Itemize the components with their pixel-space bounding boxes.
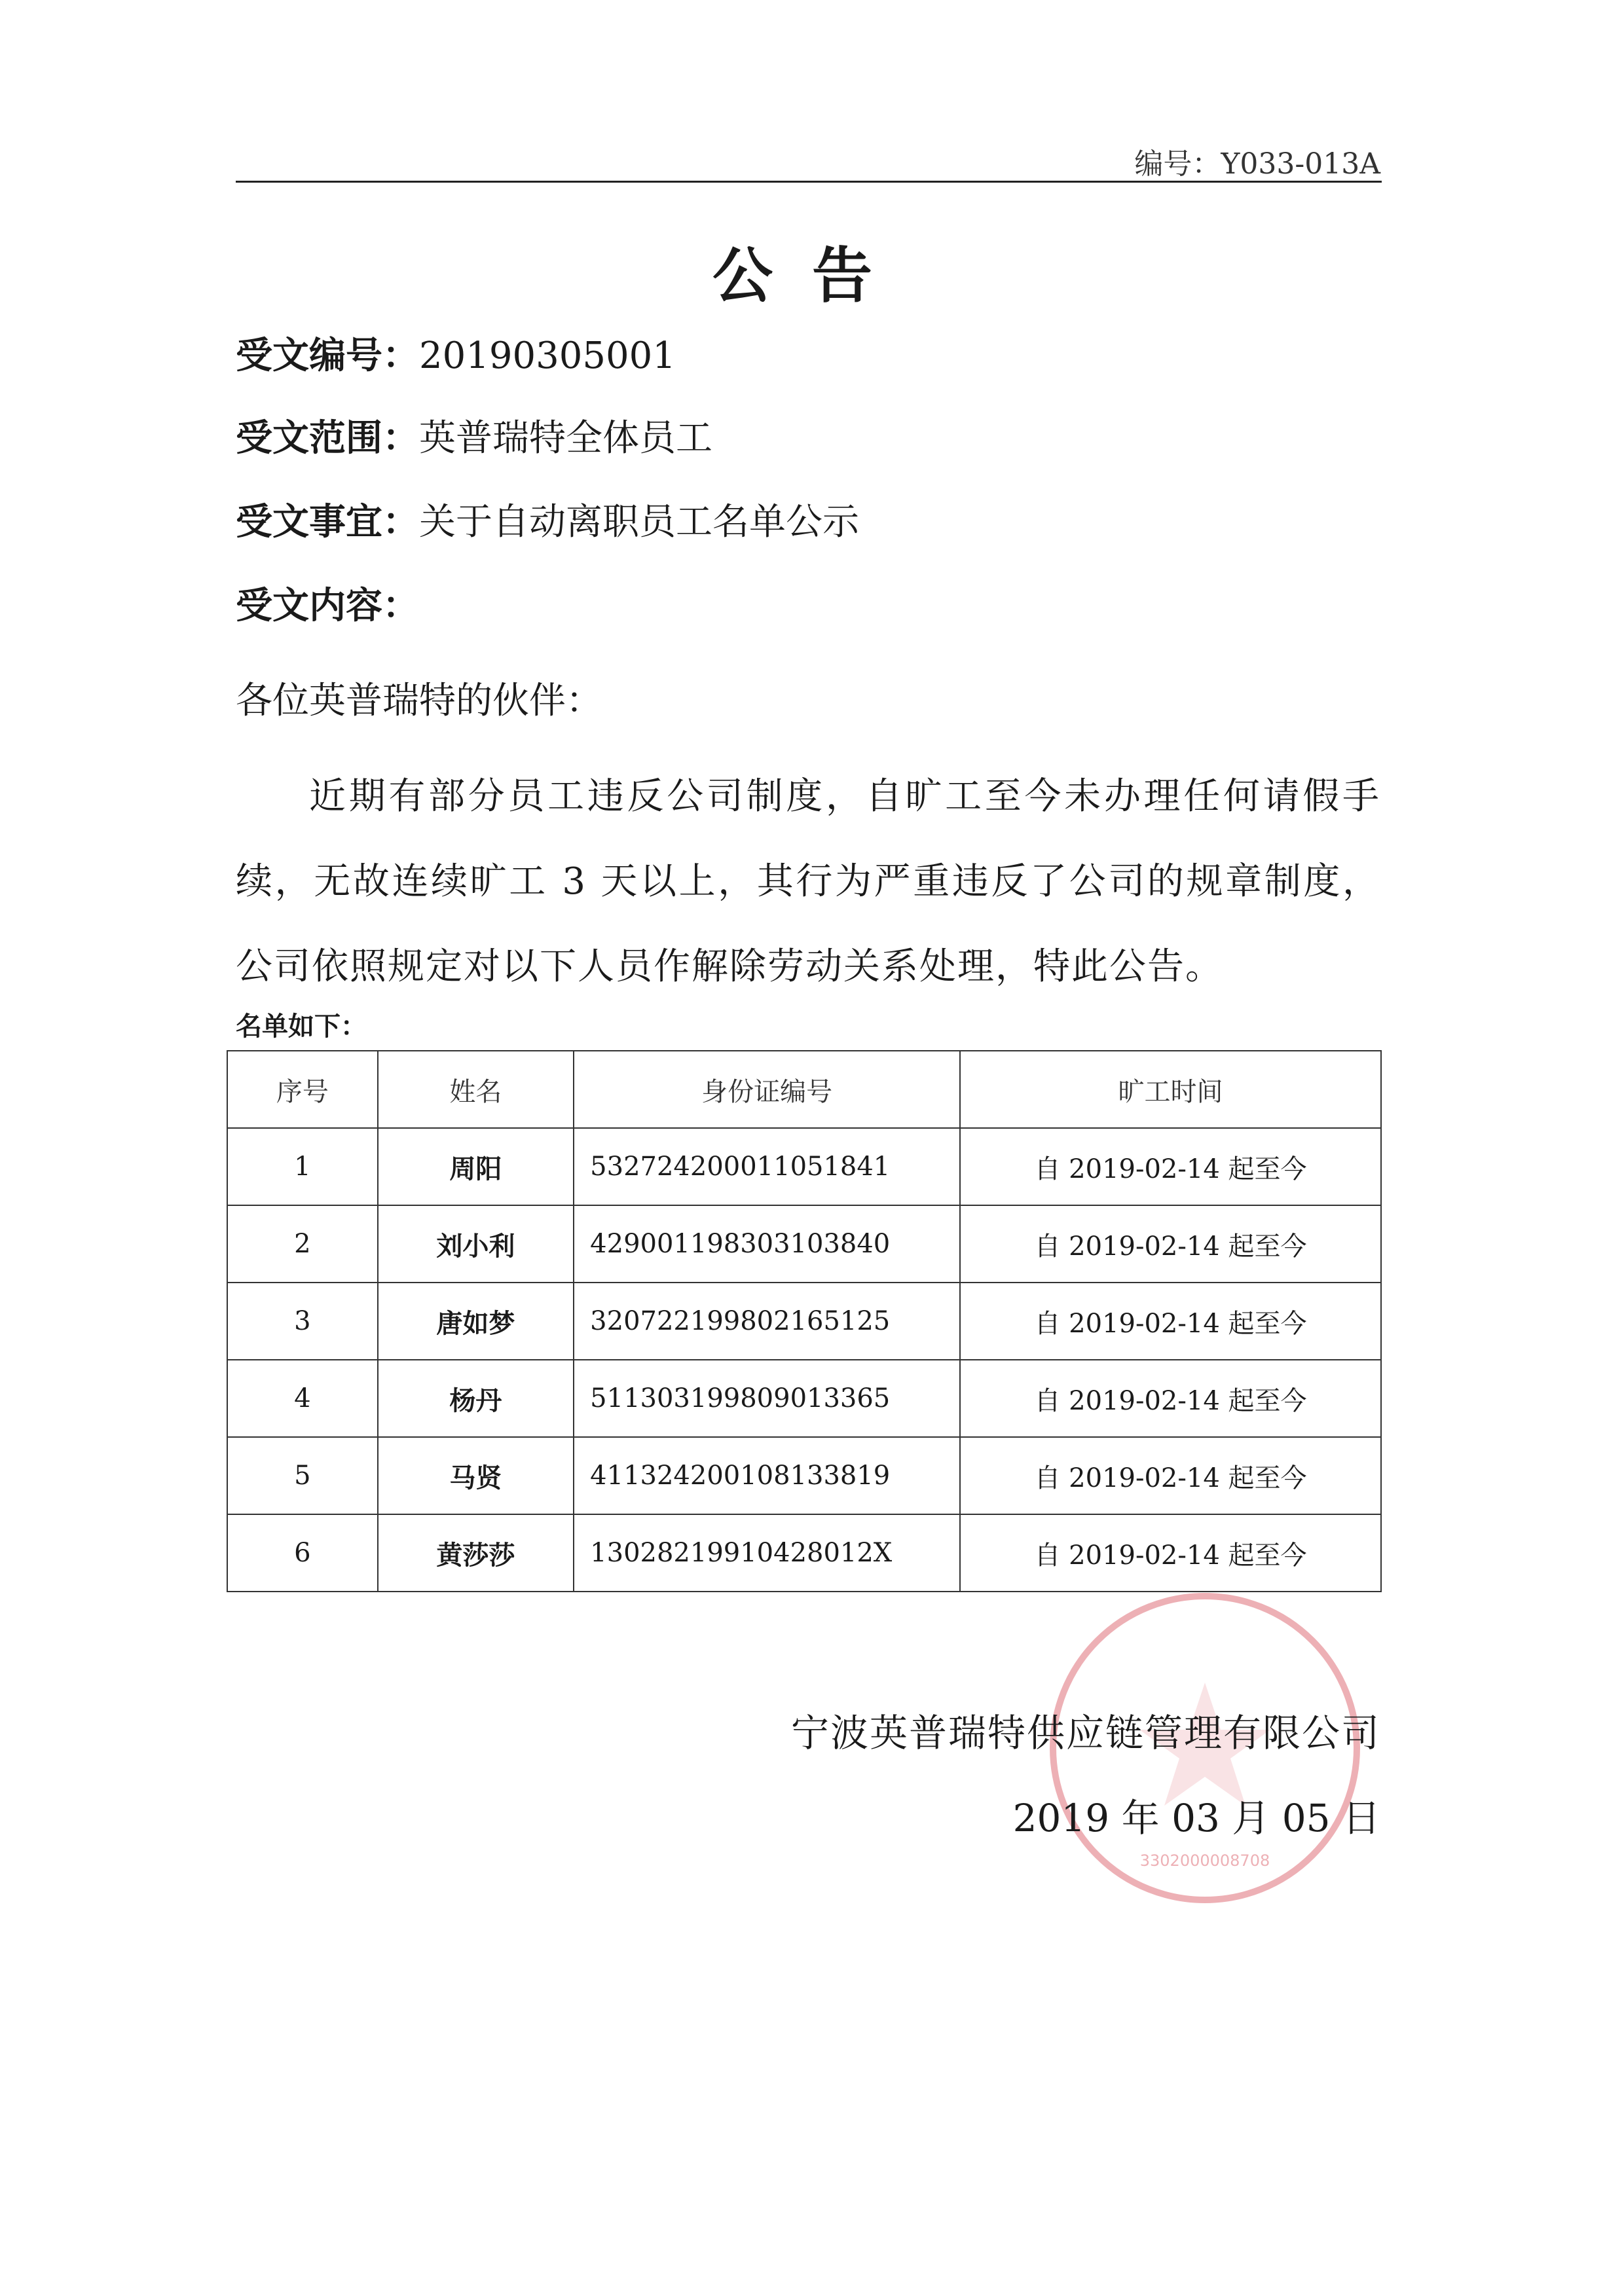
cell-name: 唐如梦: [378, 1283, 574, 1360]
list-heading: 名单如下：: [236, 1011, 367, 1042]
header-divider: [236, 181, 1382, 183]
meta-label: 受文事宜：: [236, 501, 419, 543]
cell-no: 1: [227, 1128, 378, 1205]
table-header-row: [227, 1051, 1381, 1128]
cell-name: 杨丹: [378, 1360, 574, 1437]
table-row: [227, 1514, 1381, 1592]
cell-name: 黄莎莎: [378, 1514, 574, 1592]
meta-value: 英普瑞特全体员工: [419, 417, 712, 460]
cell-id: 411324200108133819: [574, 1437, 960, 1514]
company-name: 宁波英普瑞特供应链管理有限公司: [790, 1711, 1380, 1755]
greeting: 各位英普瑞特的伙伴：: [236, 680, 602, 722]
cell-no: 6: [227, 1514, 378, 1592]
body-paragraph: 近期有部分员工违反公司制度，自旷工至今未办理任何请假手续，无故连续旷工 3 天以上，其行为严重违反了公司的规章制度，公司依照规定对以下人员作解除劳动关系处理，特此公告。: [236, 775, 1380, 988]
cell-absence: 自 2019-02-14 起至今: [960, 1283, 1381, 1360]
cell-id: 429001198303103840: [574, 1205, 960, 1283]
document-number: 编号：Y033-013A: [1134, 147, 1380, 181]
cell-no: 5: [227, 1437, 378, 1514]
cell-absence: 自 2019-02-14 起至今: [960, 1514, 1381, 1592]
meta-row-scope: [236, 417, 712, 460]
roster-table: [227, 1050, 1382, 1592]
table-row: [227, 1437, 1381, 1514]
header-no: 序号: [227, 1051, 378, 1128]
document-title: 公告: [712, 241, 912, 311]
cell-id: 13028219910428012X: [574, 1514, 960, 1592]
meta-value: 20190305001: [419, 335, 676, 377]
cell-id: 532724200011051841: [574, 1128, 960, 1205]
header-id: 身份证编号: [574, 1051, 960, 1128]
header-absence: 旷工时间: [960, 1051, 1381, 1128]
meta-value: 关于自动离职员工名单公示: [419, 501, 859, 543]
cell-no: 2: [227, 1205, 378, 1283]
meta-label: 受文内容：: [236, 585, 419, 627]
seal-serial: 3302000008708: [1139, 1851, 1270, 1870]
table-row: [227, 1360, 1381, 1437]
meta-row-subject: [236, 501, 859, 543]
cell-absence: 自 2019-02-14 起至今: [960, 1205, 1381, 1283]
meta-row-content: [236, 585, 419, 627]
meta-label: 受文编号：: [236, 335, 419, 377]
meta-label: 受文范围：: [236, 417, 419, 460]
cell-absence: 自 2019-02-14 起至今: [960, 1360, 1381, 1437]
cell-absence: 自 2019-02-14 起至今: [960, 1128, 1381, 1205]
cell-name: 刘小利: [378, 1205, 574, 1283]
cell-id: 511303199809013365: [574, 1360, 960, 1437]
meta-row-number: [236, 335, 676, 377]
table-row: [227, 1128, 1381, 1205]
header-name: 姓名: [378, 1051, 574, 1128]
table-row: [227, 1205, 1381, 1283]
cell-name: 马贤: [378, 1437, 574, 1514]
issue-date: 2019 年 03 月 05 日: [1012, 1796, 1380, 1840]
cell-absence: 自 2019-02-14 起至今: [960, 1437, 1381, 1514]
cell-id: 320722199802165125: [574, 1283, 960, 1360]
table-row: [227, 1283, 1381, 1360]
cell-name: 周阳: [378, 1128, 574, 1205]
cell-no: 4: [227, 1360, 378, 1437]
cell-no: 3: [227, 1283, 378, 1360]
